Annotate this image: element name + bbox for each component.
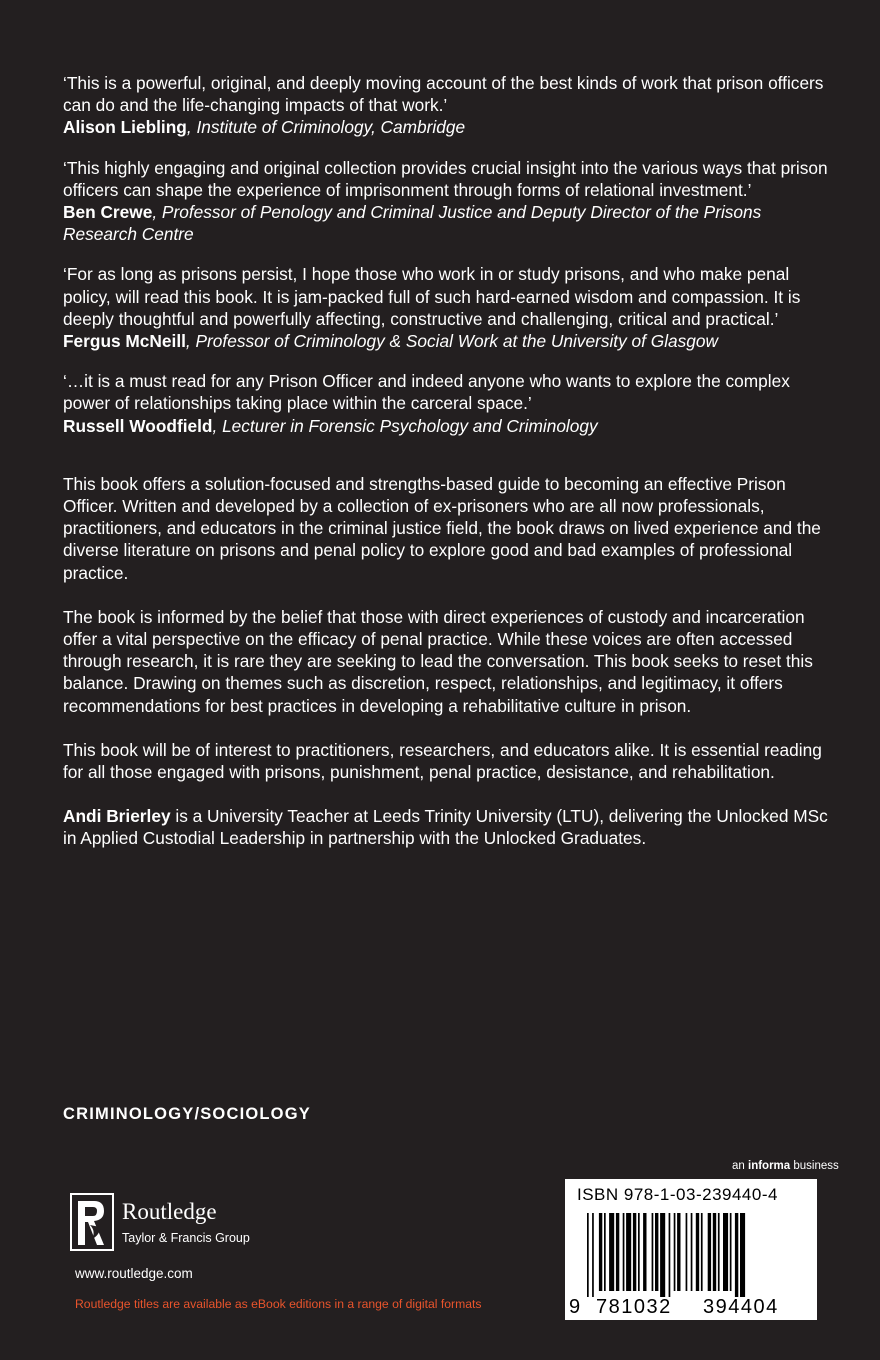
isbn-number: ISBN 978-1-03-239440-4 [577,1185,778,1204]
barcode-bar [633,1213,636,1291]
barcode-bar [616,1213,619,1291]
back-cover-content [63,72,833,850]
endorser-affiliation: , Institute of Criminology, Cambridge [186,117,466,138]
quote-attribution [63,201,833,245]
routledge-logo [70,1193,250,1256]
endorsement-quote [63,157,833,246]
endorser-name: Russell Woodfield [63,415,213,436]
barcode-bar [623,1213,625,1291]
informa-prefix: an [732,1160,748,1172]
publisher-name: Routledge [122,1199,217,1224]
barcode-bars [587,1213,745,1297]
barcode-bar [718,1213,720,1291]
barcode-bar [723,1213,728,1291]
barcode-digits-left: 781032 [596,1296,672,1318]
barcode-bar [660,1213,665,1297]
endorsement-quote [63,370,833,437]
informa-suffix: business [790,1160,839,1172]
barcode-digits-right: 394404 [703,1296,779,1318]
endorser-affiliation: , Professor of Penology and Criminal Justice and Deputy Director of the Prisons Research Centre [63,202,762,245]
barcode-bar [735,1213,738,1297]
quote-attribution [63,415,833,437]
barcode-bar [691,1213,693,1291]
endorser-name: Ben Crewe [63,202,153,223]
barcode-graphic [565,1179,817,1320]
endorser-name: Alison Liebling [63,117,187,138]
author-name: Andi Brierley [63,806,171,827]
barcode-bar [609,1213,614,1291]
routledge-emblem-icon [70,1193,114,1251]
barcode-bar [643,1213,646,1291]
barcode-bar [587,1213,589,1297]
endorsement-quote [63,72,833,139]
barcode-bar [696,1213,699,1291]
barcode-bar [669,1213,671,1297]
barcode-bar [655,1213,658,1291]
barcode-bar [604,1213,606,1291]
endorser-affiliation: , Professor of Criminology & Social Work at the University of Glasgow [185,331,718,352]
description-paragraph: The book is informed by the belief that those with direct experiences of custody and incarceration offer a vital perspective on the efficacy of penal practice. While these voices are often accessed through research, it is rare they are seeking to lead the conversation. This book seeks to reset this balance. Drawing on themes such as discretion, respect, relationships, and legitimacy, it offers recommendations for best practices in developing a rehabilitative culture in prison. [63,606,813,716]
quote-attribution [63,116,833,138]
author-bio-text: is a University Teacher at Leeds Trinity University (LTU), delivering the Unlocked MSc in Applied Custodial Leadership in partnership with the Unlocked Graduates. [63,806,828,849]
section-spacer [63,455,833,473]
barcode-bar [708,1213,711,1291]
barcode-bar [599,1213,602,1291]
quote-text: ‘This highly engaging and original collection provides crucial insight into the various ways that prison officers can shape the experience of imprisonment through forms of relational investment.’ [63,157,828,200]
barcode-bar [677,1213,680,1291]
barcode-bar [701,1213,703,1291]
endorser-affiliation: , Lecturer in Forensic Psychology and Criminology [212,415,598,436]
barcode-bar [740,1213,745,1297]
author-bio [63,805,833,849]
barcode-bar [626,1213,631,1291]
barcode-bar [674,1213,676,1291]
endorser-name: Fergus McNeill [63,331,186,352]
informa-tagline [732,1160,839,1172]
quote-text: ‘This is a powerful, original, and deeply moving account of the best kinds of work that prison officers can do and the life-changing impacts of that work.’ [63,73,824,116]
barcode-bar [686,1213,688,1291]
quote-attribution [63,330,833,352]
quote-text: ‘For as long as prisons persist, I hope those who work in or study prisons, and who make penal policy, will read this book. It is jam-packed full of such hard-earned wisdom and compassion. It is deeply thoughtful and powerfully affecting, constructive and challenging, critical and practical.’ [63,264,801,329]
barcode-bar [730,1213,732,1291]
publisher-group: Taylor & Francis Group [122,1231,250,1245]
barcode-bar [713,1213,716,1291]
publisher-url: www.routledge.com [75,1266,193,1281]
description-paragraph: This book offers a solution-focused and strengths-based guide to becoming an effective Prison Officer. Written and developed by a collection of ex-prisoners who are all now professionals, practitioners, and educators in the criminal justice field, the book draws on lived experience and the diverse literature on prisons and penal policy to explore good and bad examples of professional practice. [63,473,821,583]
isbn-barcode [565,1179,817,1320]
barcode-bar [592,1213,594,1297]
description-paragraph: This book will be of interest to practitioners, researchers, and educators alike. It is essential reading for all those engaged with prisons, punishment, penal practice, desistance, and rehabilitation. [63,739,822,783]
barcode-lead-digit: 9 [569,1296,581,1318]
informa-brand: informa [748,1160,791,1172]
ebook-note: Routledge titles are available as eBook editions in a range of digital formats [75,1297,482,1311]
subject-category: CRIMINOLOGY/SOCIOLOGY [63,1105,311,1123]
quote-text: ‘…it is a must read for any Prison Officer and indeed anyone who wants to explore the complex power of relationships taking place within the carceral space.’ [63,371,790,414]
endorsement-quote [63,263,833,352]
barcode-bar [652,1213,654,1291]
barcode-bar [638,1213,640,1291]
